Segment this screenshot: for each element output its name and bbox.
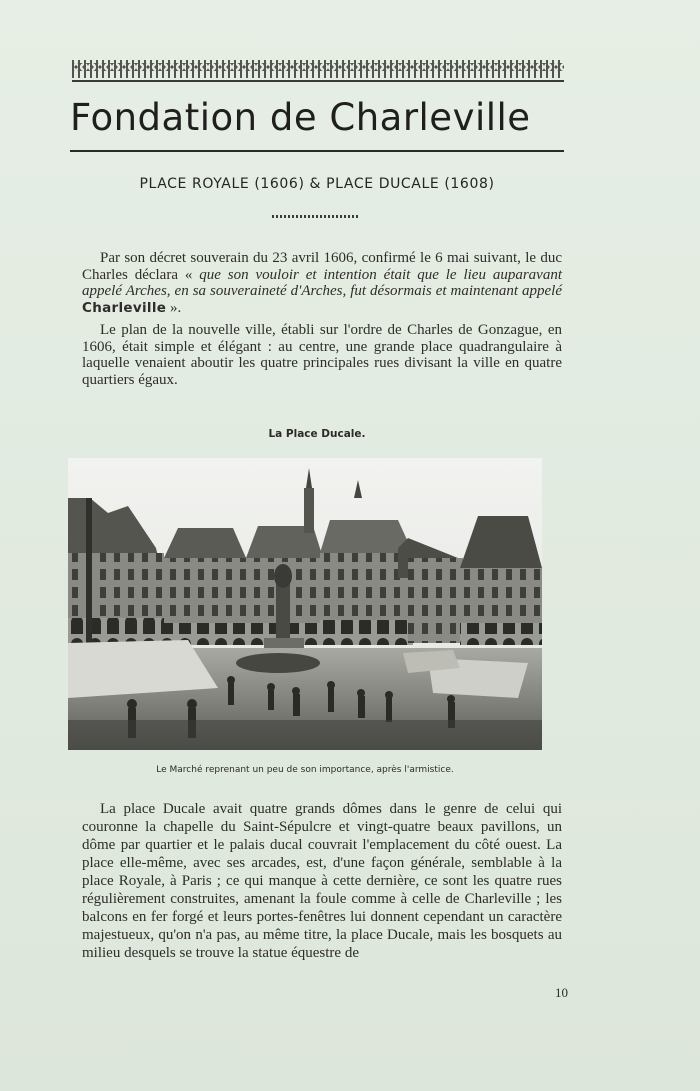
photo-illustration [68, 458, 542, 750]
page-subtitle: PLACE ROYALE (1606) & PLACE DUCALE (1608) [139, 176, 495, 192]
paragraph-1 [82, 250, 562, 316]
place-ducale-photo [68, 458, 542, 750]
dotted-separator [272, 215, 360, 218]
figure-title: La Place Ducale. [268, 428, 366, 440]
figure-caption: Le Marché reprenant un peu de son importance, après l'armistice. [156, 765, 454, 775]
paragraph-1-text: Par son décret souverain du 23 avril 1606, confirmé le 6 mai suivant, le duc Charles déclara « [82, 250, 562, 283]
page-title: Fondation de Charleville [70, 96, 531, 139]
paragraph-2: Le plan de la nouvelle ville, établi sur l'ordre de Charles de Gonzague, en 1606, était simple et élégant : au centre, une grande place quadrangulaire à laquelle venaient aboutir les quatre principales rues divisant la ville en quatre quartiers égaux. [82, 322, 562, 388]
paragraph-1-name: Charleville [82, 299, 167, 316]
page-number: 10 [555, 985, 568, 1000]
ornament-rule [72, 80, 564, 82]
paragraph-1-quote: que son vouloir et intention était que le lieu auparavant appelé Arches, en sa souveraineté d'Arches, fut désormais et maintenant appelé [82, 266, 562, 299]
paragraph-1-end: ». [166, 299, 182, 316]
header-ornament [72, 60, 564, 78]
title-rule [70, 150, 564, 152]
paragraph-3: La place Ducale avait quatre grands dômes dans le genre de celui qui couronne la chapelle du Saint-Sépulcre et vingt-quatre beaux pavillons, un dôme par quartier et le palais ducal couvrait l'emplacement du côté ouest. La place elle-même, avec ses arcades, est, d'une façon générale, semblable à la place Royale, à Paris ; ce qui manque à cette dernière, ce sont les quatre rues régulièrement construites, amenant la foule comme à celle de Charleville ; les balcons en fer forgé et leurs portes-fenêtres lui donnent cependant un caractère majestueux, qu'on n'a pas, au même titre, la place Ducale, mais les bosquets au milieu desquels se trouve la statue équestre de [82, 801, 562, 961]
